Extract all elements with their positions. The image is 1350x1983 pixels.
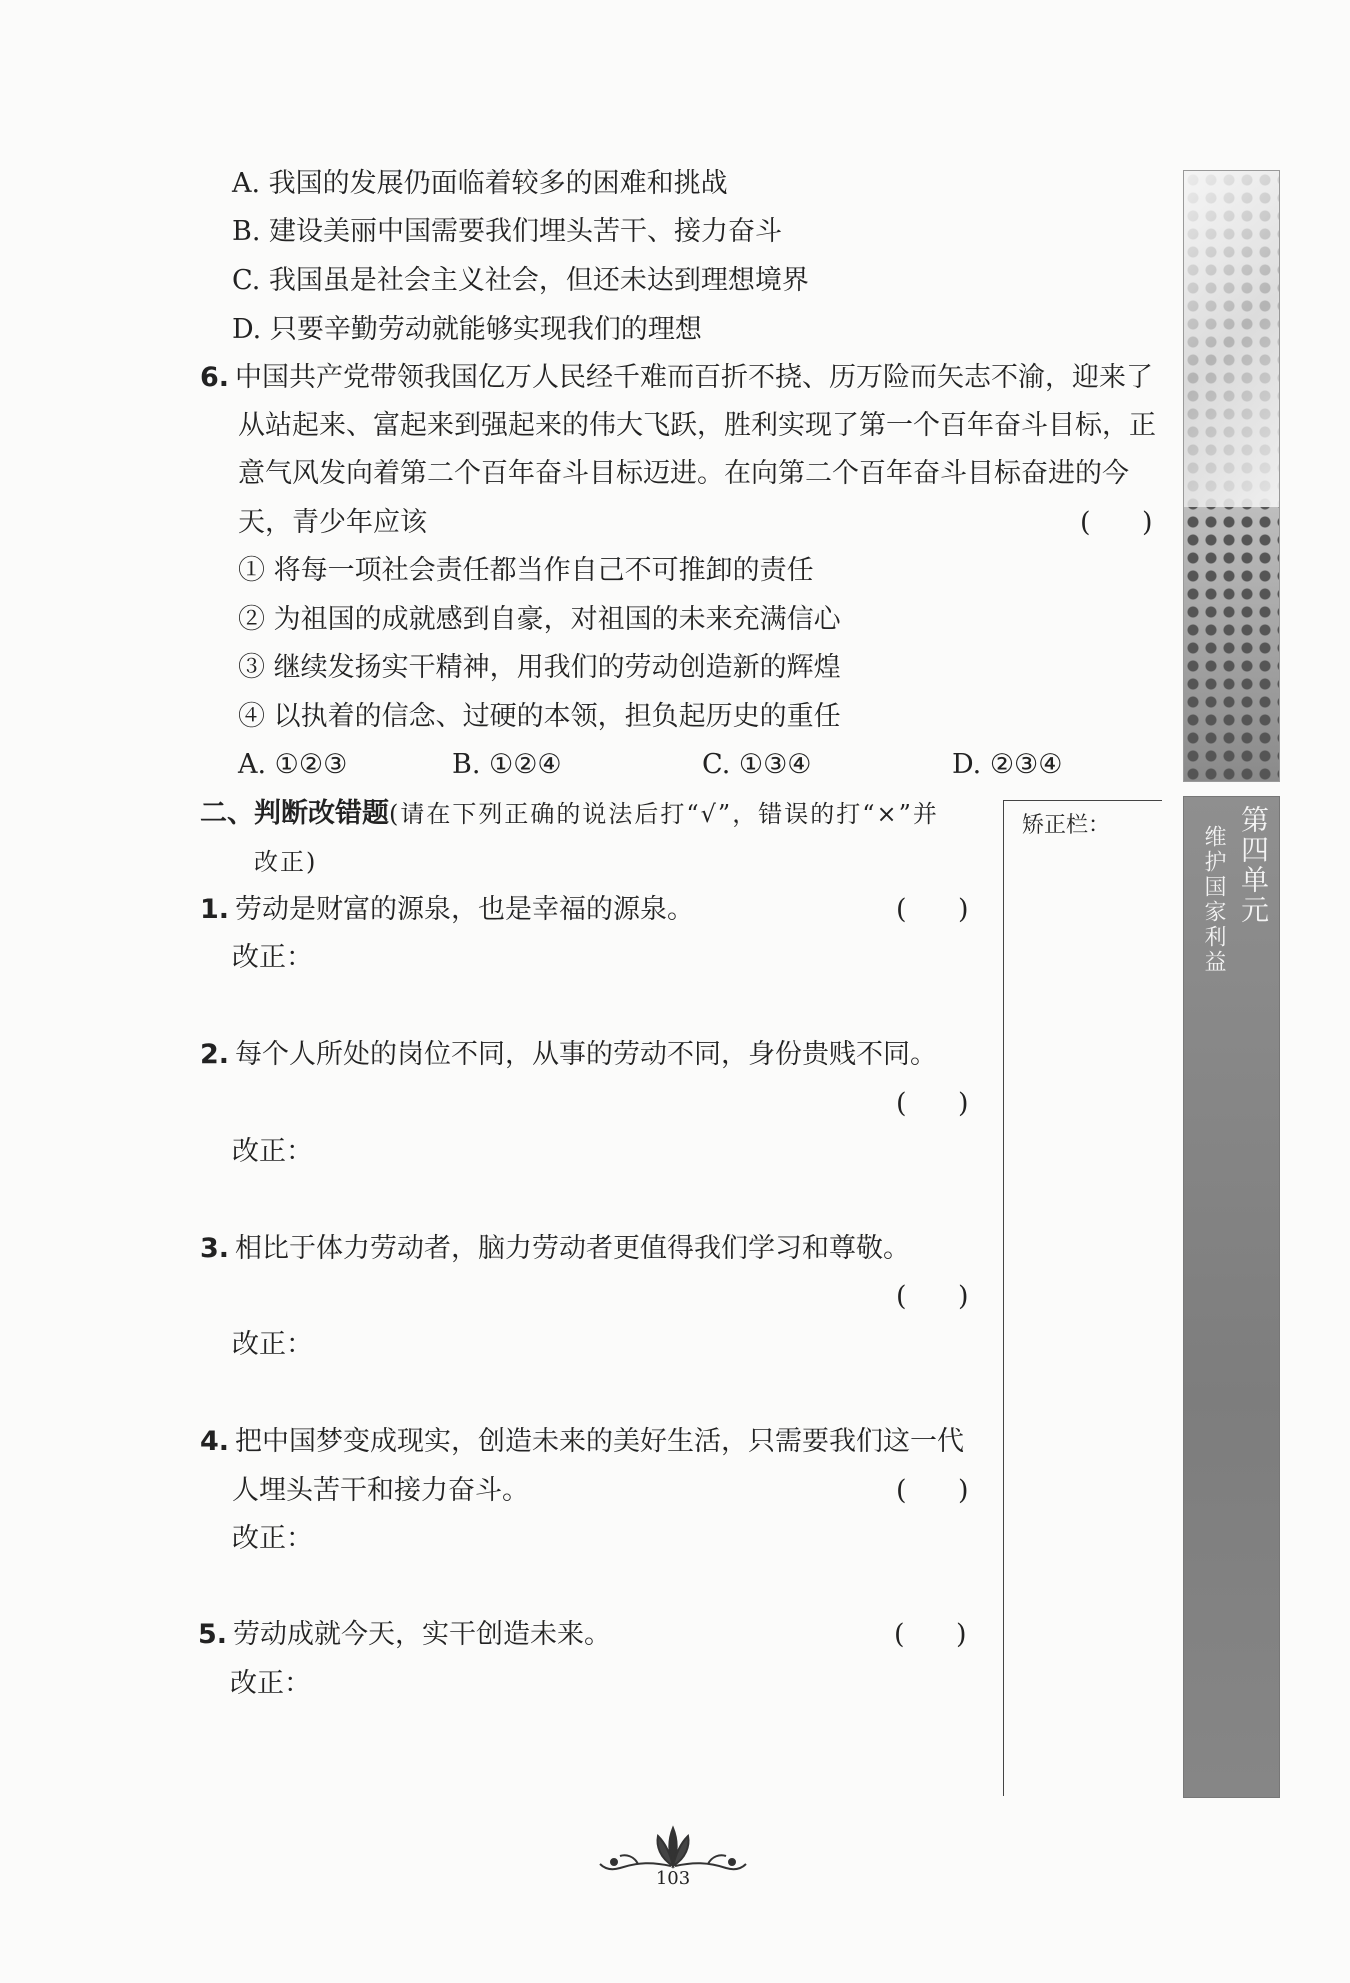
judge-q1-text: 劳动是财富的源泉，也是幸福的源泉。 [235,894,695,925]
judge-q3 [200,1229,910,1269]
q5-option-d: D. 只要辛勤劳动就能够实现我们的理想 [232,314,702,345]
q6-item-3: ③ 继续发扬实干精神，用我们的劳动创造新的辉煌 [238,652,841,683]
judge-q2 [200,1035,937,1075]
judge-q4 [200,1422,964,1462]
judge-q3-fix-label: 改正： [232,1329,313,1360]
q6-choice-a: A. ①②③ [238,749,348,780]
unit-title: 第四单元 [1237,805,1270,925]
judge-q1-fix-label: 改正： [232,942,313,973]
q6-line3: 意气风发向着第二个百年奋斗目标迈进。在向第二个百年奋斗目标奋进的今 [238,458,1129,489]
q6-number: 6. [200,362,230,393]
section2-note: (请在下列正确的说法后打“√”，错误的打“×”并 [389,800,939,828]
judge-q5-number: 5. [198,1619,228,1650]
band-veil [1184,171,1279,507]
judge-q4-fix-label: 改正： [232,1523,313,1554]
judge-q1-number: 1. [200,894,230,925]
judge-q5 [198,1615,611,1655]
judge-q3-text: 相比于体力劳动者，脑力劳动者更值得我们学习和尊敬。 [235,1233,911,1264]
judge-q2-fix-label: 改正： [232,1136,313,1167]
q6-line4: 天，青少年应该 [238,507,427,538]
section2-note-cont: 改正) [254,848,318,876]
q5-option-c: C. 我国虽是社会主义社会，但还未达到理想境界 [232,265,809,296]
page-number: 103 [655,1868,691,1889]
unit-subtitle: 维护国家利益 [1201,825,1226,975]
judge-q2-paren[interactable]: ( ) [896,1088,969,1119]
judge-q4-number: 4. [200,1426,230,1457]
section2-title: 二、判断改错题 [200,798,389,829]
judge-q2-text: 每个人所处的岗位不同，从事的劳动不同，身份贵贱不同。 [235,1039,938,1070]
q5-option-b: B. 建设美丽中国需要我们埋头苦干、接力奋斗 [232,216,783,247]
q6-answer-paren[interactable]: ( ) [1080,507,1153,538]
q6-item-4: ④ 以执着的信念、过硬的本领，担负起历史的重任 [238,701,841,732]
judge-q1 [200,890,694,930]
judge-q3-paren[interactable]: ( ) [896,1281,969,1312]
section2-heading [200,794,939,834]
judge-q5-fix-label: 改正： [230,1668,311,1699]
judge-q5-paren[interactable]: ( ) [894,1619,967,1650]
q6-choice-c: C. ①③④ [702,749,812,780]
judge-q5-text: 劳动成就今天，实干创造未来。 [233,1619,612,1650]
q6-line1 [200,358,1153,398]
judge-q1-paren[interactable]: ( ) [896,894,969,925]
judge-q4-text: 把中国梦变成现实，创造未来的美好生活，只需要我们这一代 [235,1426,965,1457]
q6-item-2: ② 为祖国的成就感到自豪，对祖国的未来充满信心 [238,604,841,635]
q6-line2: 从站起来、富起来到强起来的伟大飞跃，胜利实现了第一个百年奋斗目标，正 [238,410,1156,441]
judge-q3-number: 3. [200,1233,230,1264]
correction-column [1003,800,1162,1796]
correction-label: 矫正栏： [1022,813,1111,838]
judge-q4-text-cont: 人埋头苦干和接力奋斗。 [232,1475,529,1506]
decorative-band-top [1183,170,1280,782]
judge-q4-paren[interactable]: ( ) [896,1475,969,1506]
q6-choice-b: B. ①②④ [452,749,562,780]
judge-q2-number: 2. [200,1039,230,1070]
q6-choice-d: D. ②③④ [952,749,1063,780]
q5-option-a: A. 我国的发展仍面临着较多的困难和挑战 [232,168,728,199]
q6-item-1: ① 将每一项社会责任都当作自己不可推卸的责任 [238,555,814,586]
q6-text-1: 中国共产党带领我国亿万人民经千难而百折不挠、历万险而矢志不渝，迎来了 [235,362,1154,393]
